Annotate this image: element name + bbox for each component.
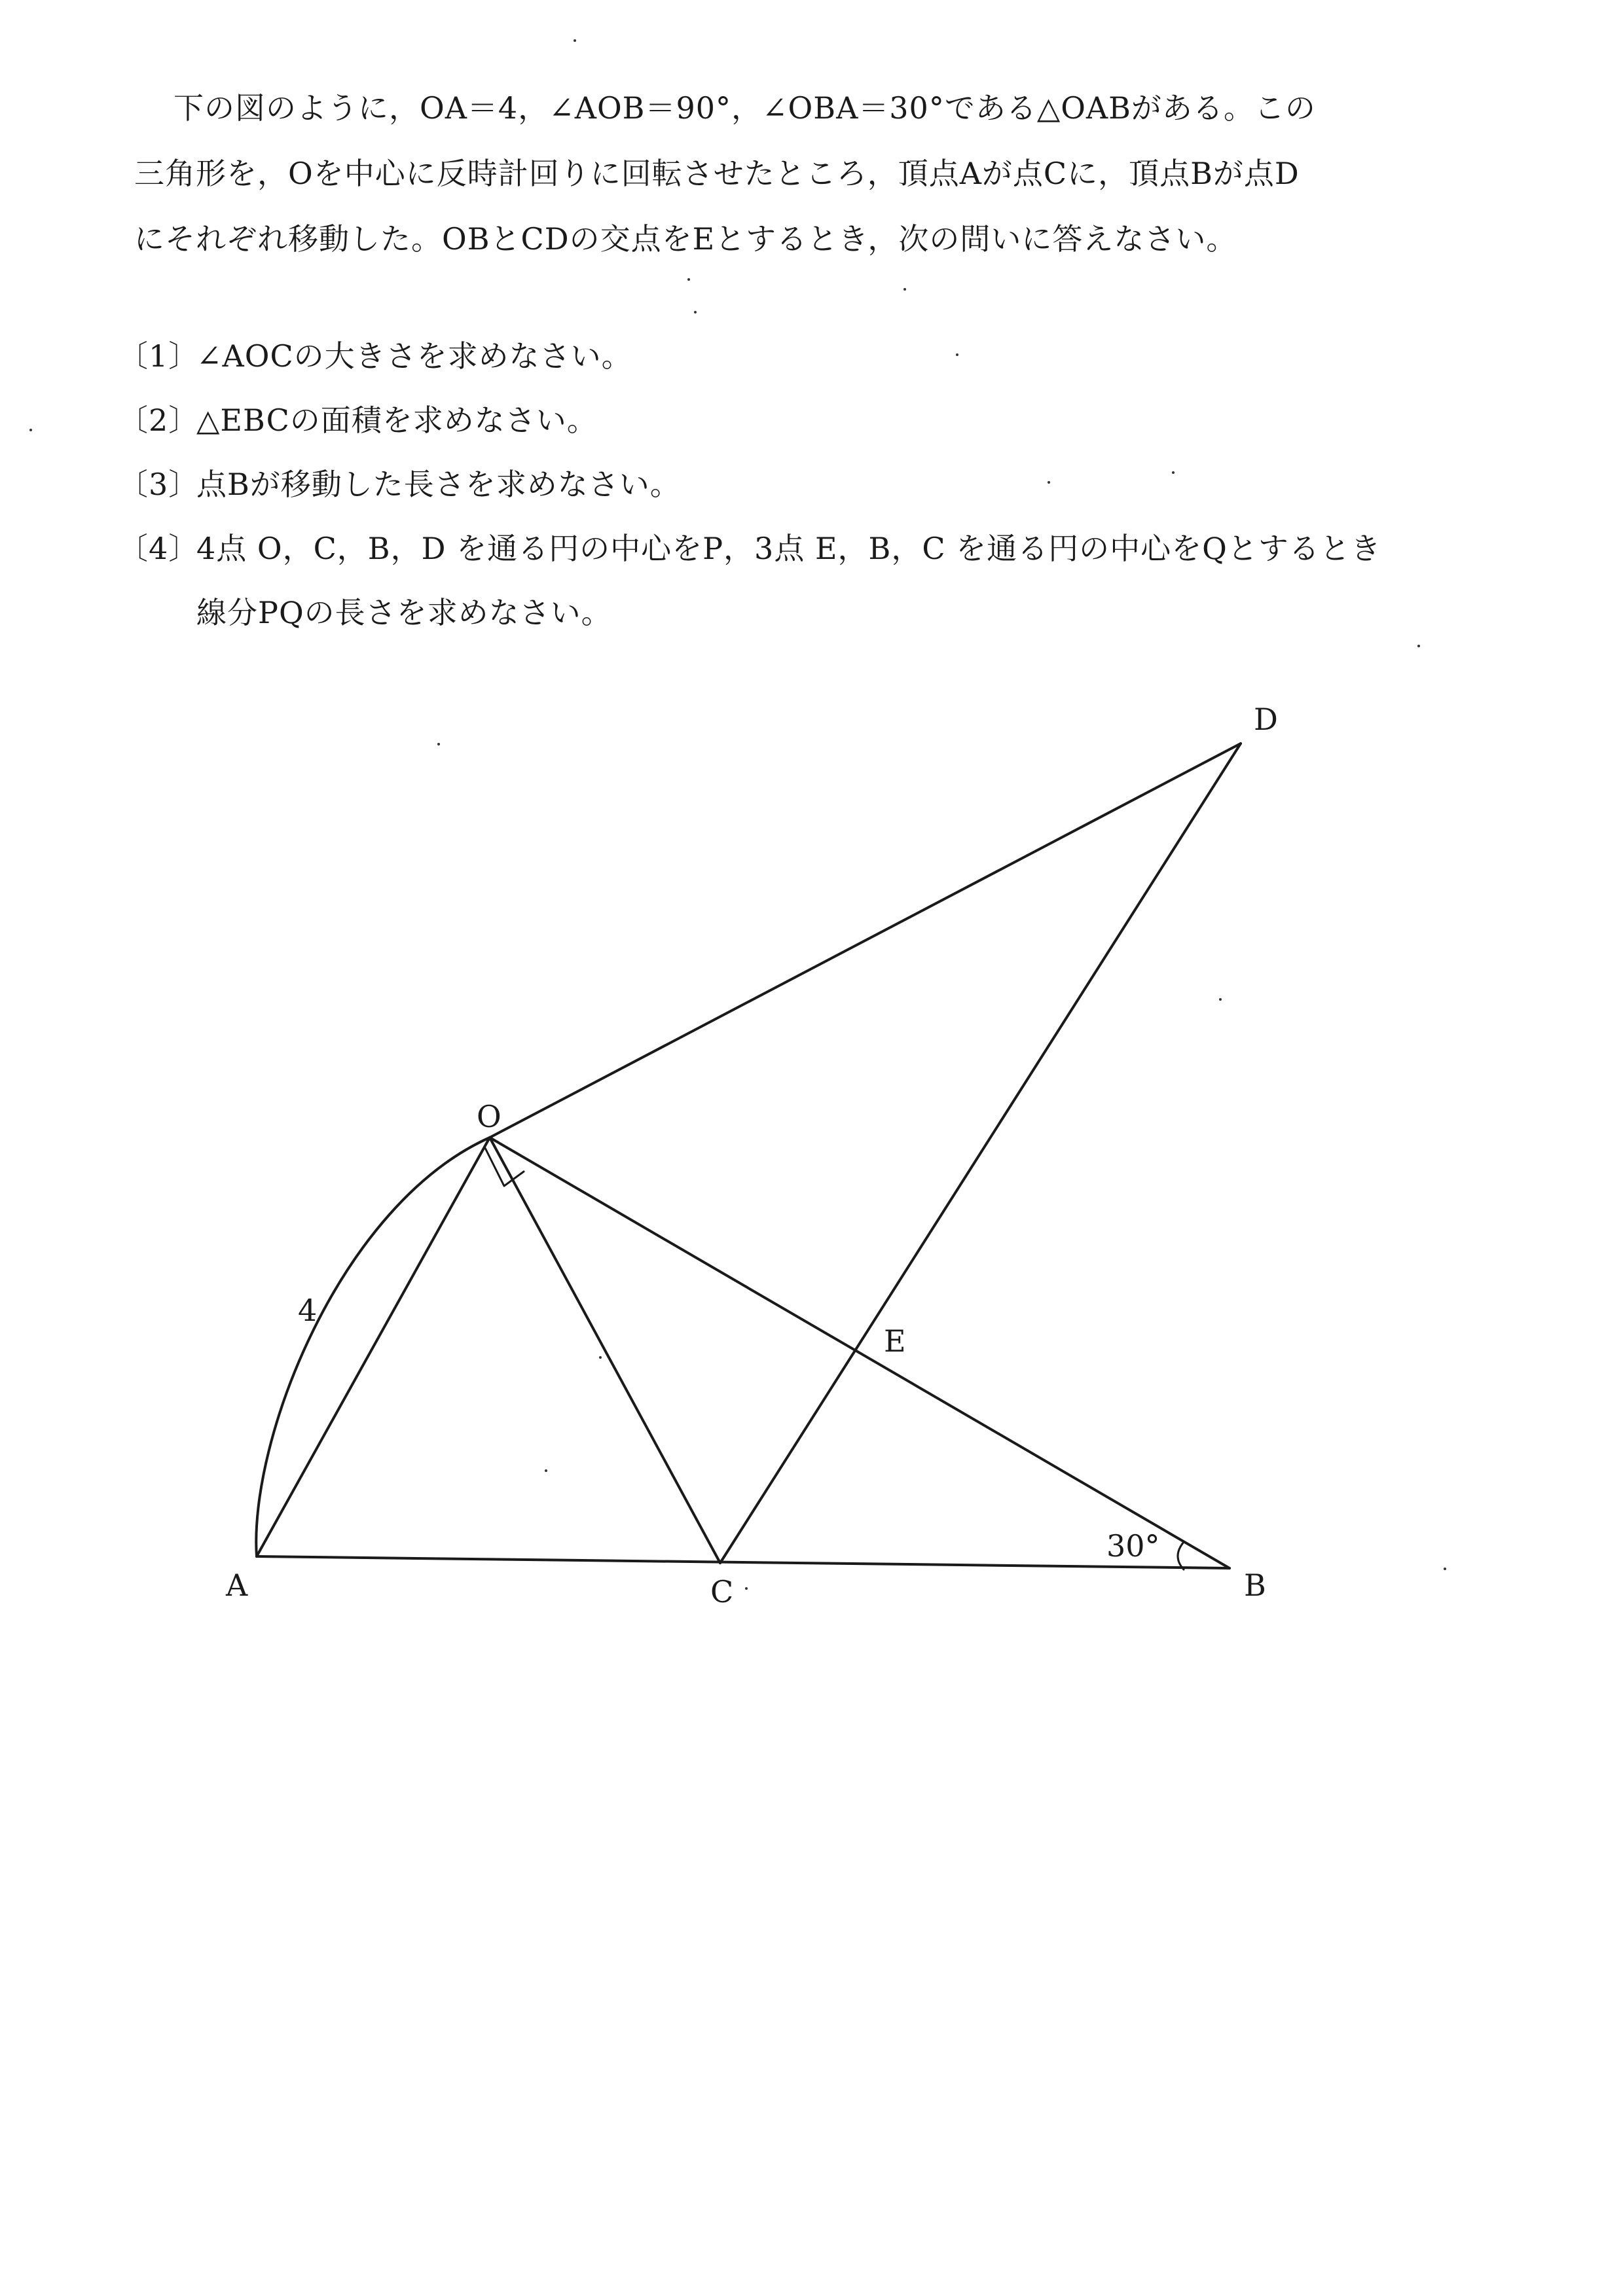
question-number: 〔3〕 xyxy=(118,467,200,502)
label-angle-b: 30° xyxy=(1106,1528,1160,1564)
label-point-c: C xyxy=(710,1574,734,1609)
scan-speck xyxy=(687,278,690,281)
scan-speck xyxy=(1219,998,1222,1001)
scan-speck xyxy=(437,743,440,745)
question-4-continuation: 線分PQの長さを求めなさい。 xyxy=(196,595,612,630)
question-number: 〔4〕 xyxy=(118,531,200,566)
angle-arc-b xyxy=(1178,1542,1184,1570)
segment-od xyxy=(490,744,1241,1138)
label-point-b: B xyxy=(1244,1568,1266,1603)
segment-oa xyxy=(257,1138,490,1556)
scan-speck xyxy=(1444,1568,1446,1570)
scan-speck xyxy=(599,1356,602,1359)
scan-speck xyxy=(574,39,576,42)
scan-speck xyxy=(694,311,697,314)
segment-ab xyxy=(257,1556,1230,1568)
scan-speck xyxy=(956,353,958,356)
question-text: 点Bが移動した長さを求めなさい。 xyxy=(196,467,681,502)
segment-ob xyxy=(490,1138,1230,1568)
question-number: 〔2〕 xyxy=(118,403,200,438)
label-point-d: D xyxy=(1254,702,1278,737)
label-point-a: A xyxy=(226,1568,248,1603)
scan-speck xyxy=(745,1587,748,1590)
scan-speck xyxy=(1048,481,1050,484)
scan-speck xyxy=(903,288,906,291)
scan-speck xyxy=(545,1469,547,1472)
question-number: 〔1〕 xyxy=(118,338,200,374)
problem-line: にそれぞれ移動した。OBとCDの交点をEとするとき，次の問いに答えなさい。 xyxy=(134,221,1237,257)
question-text: ∠AOCの大きさを求めなさい。 xyxy=(196,338,632,374)
label-point-o: O xyxy=(477,1099,501,1134)
segment-oc xyxy=(490,1138,720,1563)
question-text: △EBCの面積を求めなさい。 xyxy=(196,403,598,438)
segment-cd xyxy=(720,744,1241,1563)
label-length-oa: 4 xyxy=(298,1293,318,1328)
problem-line: 下の図のように，OA＝4，∠AOB＝90°，∠OBA＝30°である△OABがある。この xyxy=(173,90,1316,126)
problem-line: 三角形を，Oを中心に反時計回りに回転させたところ，頂点Aが点Cに，頂点Bが点D xyxy=(134,156,1300,191)
question-text: 4点 O，C，B，D を通る円の中心をP，3点 E，B，C を通る円の中心をQとするとき xyxy=(196,531,1381,566)
scan-speck xyxy=(1172,471,1175,474)
scan-speck xyxy=(29,429,32,431)
label-point-e: E xyxy=(884,1323,906,1359)
scan-speck xyxy=(1417,645,1420,647)
